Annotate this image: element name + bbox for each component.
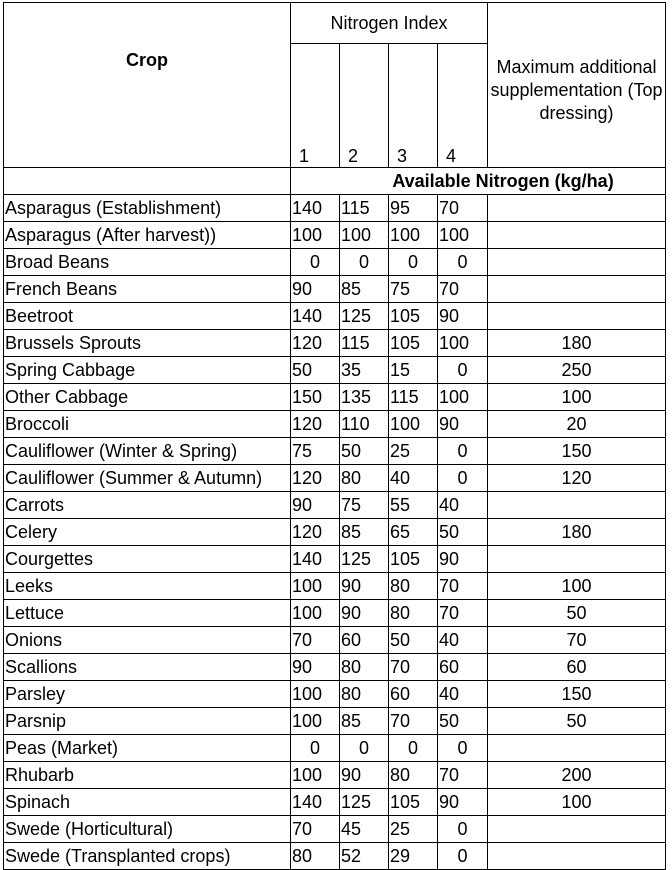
index-2-cell: 125: [340, 789, 389, 816]
index-3-cell: 105: [389, 789, 438, 816]
index-4-cell: 100: [438, 222, 488, 249]
table-row: [4, 600, 666, 627]
table-row: [4, 519, 666, 546]
index-1-cell: 140: [291, 546, 340, 573]
index-2-cell: 115: [340, 195, 389, 222]
index-4-cell: 0: [438, 465, 488, 492]
max-supplementation-cell: [488, 843, 666, 870]
max-supplementation-cell: 180: [488, 519, 666, 546]
table-row: [4, 465, 666, 492]
units-row-blank: [4, 168, 291, 195]
index-3-cell: 60: [389, 681, 438, 708]
nitrogen-table: [3, 2, 666, 870]
index-2-cell: 100: [340, 222, 389, 249]
index-1-cell: 120: [291, 411, 340, 438]
index-4-cell: 0: [438, 816, 488, 843]
table-row: [4, 357, 666, 384]
index-3-cell: 29: [389, 843, 438, 870]
max-supplementation-cell: [488, 735, 666, 762]
crop-cell: Spinach: [4, 789, 291, 816]
crop-cell: Lettuce: [4, 600, 291, 627]
crop-cell: Parsnip: [4, 708, 291, 735]
max-supplementation-cell: [488, 195, 666, 222]
max-supplementation-cell: [488, 249, 666, 276]
index-1-cell: 120: [291, 519, 340, 546]
available-nitrogen-header: Available Nitrogen (kg/ha): [291, 168, 666, 195]
index-4-cell: 90: [438, 303, 488, 330]
table-row: [4, 492, 666, 519]
crop-cell: Cauliflower (Summer & Autumn): [4, 465, 291, 492]
index-1-cell: 120: [291, 330, 340, 357]
crop-cell: Scallions: [4, 654, 291, 681]
index-1-cell: 0: [291, 735, 340, 762]
crop-cell: Onions: [4, 627, 291, 654]
index-1-cell: 80: [291, 843, 340, 870]
index-1-cell: 140: [291, 195, 340, 222]
index-2-cell: 115: [340, 330, 389, 357]
index-3-cell: 75: [389, 276, 438, 303]
max-supplementation-cell: [488, 546, 666, 573]
table-row: [4, 411, 666, 438]
crop-cell: Peas (Market): [4, 735, 291, 762]
index-4-cell: 40: [438, 681, 488, 708]
max-supplementation-cell: [488, 222, 666, 249]
table-row: [4, 843, 666, 870]
index-4-cell: 0: [438, 357, 488, 384]
index-2-cell: 85: [340, 519, 389, 546]
crop-cell: Swede (Horticultural): [4, 816, 291, 843]
max-supplementation-cell: [488, 816, 666, 843]
index-4-cell: 90: [438, 546, 488, 573]
index-1-cell: 100: [291, 708, 340, 735]
index-3-cell: 25: [389, 438, 438, 465]
table-row: [4, 762, 666, 789]
index-2-cell: 85: [340, 276, 389, 303]
index-1-cell: 120: [291, 465, 340, 492]
index-1-cell: 70: [291, 816, 340, 843]
index-1-cell: 75: [291, 438, 340, 465]
index-1-cell: 90: [291, 276, 340, 303]
crop-cell: Beetroot: [4, 303, 291, 330]
table-row: [4, 546, 666, 573]
table-row: [4, 627, 666, 654]
index-2-cell: 125: [340, 546, 389, 573]
index-4-cell: 0: [438, 735, 488, 762]
index-3-cell: 100: [389, 222, 438, 249]
index-4-cell: 70: [438, 573, 488, 600]
index-2-cell: 50: [340, 438, 389, 465]
index-1-cell: 100: [291, 573, 340, 600]
max-supplementation-cell: 20: [488, 411, 666, 438]
index-2-cell: 110: [340, 411, 389, 438]
index-1-cell: 140: [291, 303, 340, 330]
crop-cell: Parsley: [4, 681, 291, 708]
max-supplementation-cell: 60: [488, 654, 666, 681]
table-row: [4, 654, 666, 681]
crop-cell: Spring Cabbage: [4, 357, 291, 384]
index-2-cell: 60: [340, 627, 389, 654]
index-4-cell: 60: [438, 654, 488, 681]
crop-cell: Swede (Transplanted crops): [4, 843, 291, 870]
max-supplementation-cell: 100: [488, 789, 666, 816]
index-2-cell: 75: [340, 492, 389, 519]
table-row: [4, 708, 666, 735]
table-row: [4, 438, 666, 465]
index-2-header: 2: [340, 44, 389, 168]
table-row: [4, 816, 666, 843]
index-4-cell: 90: [438, 411, 488, 438]
crop-cell: Leeks: [4, 573, 291, 600]
crop-cell: Other Cabbage: [4, 384, 291, 411]
table-row: [4, 330, 666, 357]
index-2-cell: 0: [340, 249, 389, 276]
index-2-cell: 125: [340, 303, 389, 330]
index-3-cell: 105: [389, 330, 438, 357]
max-supplementation-cell: 150: [488, 681, 666, 708]
index-3-cell: 70: [389, 654, 438, 681]
index-2-cell: 52: [340, 843, 389, 870]
max-supplementation-cell: 180: [488, 330, 666, 357]
index-2-cell: 135: [340, 384, 389, 411]
index-1-cell: 100: [291, 681, 340, 708]
index-3-cell: 0: [389, 735, 438, 762]
index-2-cell: 80: [340, 465, 389, 492]
crop-cell: Broccoli: [4, 411, 291, 438]
index-1-cell: 100: [291, 600, 340, 627]
index-3-cell: 80: [389, 762, 438, 789]
crop-cell: Brussels Sprouts: [4, 330, 291, 357]
index-1-cell: 0: [291, 249, 340, 276]
index-3-cell: 70: [389, 708, 438, 735]
index-1-cell: 90: [291, 654, 340, 681]
index-1-cell: 90: [291, 492, 340, 519]
index-1-cell: 50: [291, 357, 340, 384]
table-row: [4, 195, 666, 222]
table-row: [4, 276, 666, 303]
max-supplementation-cell: [488, 492, 666, 519]
table-row: [4, 222, 666, 249]
max-supplementation-cell: 100: [488, 573, 666, 600]
crop-cell: Asparagus (Establishment): [4, 195, 291, 222]
index-1-cell: 70: [291, 627, 340, 654]
index-1-cell: 100: [291, 762, 340, 789]
max-supplementation-cell: 70: [488, 627, 666, 654]
crop-cell: Carrots: [4, 492, 291, 519]
index-1-cell: 100: [291, 222, 340, 249]
table-row: [4, 735, 666, 762]
index-2-cell: 35: [340, 357, 389, 384]
index-2-cell: 45: [340, 816, 389, 843]
table-row: [4, 681, 666, 708]
index-4-cell: 50: [438, 708, 488, 735]
index-4-cell: 0: [438, 249, 488, 276]
index-4-cell: 0: [438, 843, 488, 870]
index-3-cell: 65: [389, 519, 438, 546]
index-4-cell: 90: [438, 789, 488, 816]
index-2-cell: 90: [340, 762, 389, 789]
crop-cell: French Beans: [4, 276, 291, 303]
index-2-cell: 0: [340, 735, 389, 762]
index-4-cell: 70: [438, 600, 488, 627]
crop-cell: Cauliflower (Winter & Spring): [4, 438, 291, 465]
index-3-cell: 55: [389, 492, 438, 519]
crop-cell: Broad Beans: [4, 249, 291, 276]
index-1-header: 1: [291, 44, 340, 168]
crop-cell: Celery: [4, 519, 291, 546]
index-3-cell: 40: [389, 465, 438, 492]
max-supplementation-cell: [488, 303, 666, 330]
max-supplementation-cell: 120: [488, 465, 666, 492]
max-supplementation-cell: 100: [488, 384, 666, 411]
max-supplementation-cell: 250: [488, 357, 666, 384]
max-supplementation-header: Maximum additional supplementation (Top dressing): [488, 3, 666, 168]
index-1-cell: 140: [291, 789, 340, 816]
crop-cell: Courgettes: [4, 546, 291, 573]
table-body: [4, 195, 666, 870]
index-2-cell: 80: [340, 681, 389, 708]
index-2-cell: 90: [340, 573, 389, 600]
index-1-cell: 150: [291, 384, 340, 411]
max-supplementation-cell: 150: [488, 438, 666, 465]
index-2-cell: 80: [340, 654, 389, 681]
table-row: [4, 573, 666, 600]
index-4-header: 4: [438, 44, 488, 168]
index-4-cell: 70: [438, 276, 488, 303]
max-supplementation-cell: [488, 276, 666, 303]
max-supplementation-cell: 50: [488, 708, 666, 735]
index-4-cell: 40: [438, 627, 488, 654]
index-2-cell: 90: [340, 600, 389, 627]
index-3-cell: 50: [389, 627, 438, 654]
table-row: [4, 249, 666, 276]
index-4-cell: 100: [438, 330, 488, 357]
nitrogen-index-header: Nitrogen Index: [291, 3, 488, 44]
index-4-cell: 40: [438, 492, 488, 519]
index-3-cell: 105: [389, 303, 438, 330]
crop-column-header: Crop: [4, 3, 291, 168]
table-row: [4, 789, 666, 816]
max-supplementation-cell: 50: [488, 600, 666, 627]
index-3-cell: 100: [389, 411, 438, 438]
table-row: [4, 384, 666, 411]
index-3-cell: 95: [389, 195, 438, 222]
index-4-cell: 0: [438, 438, 488, 465]
index-4-cell: 100: [438, 384, 488, 411]
crop-cell: Asparagus (After harvest)): [4, 222, 291, 249]
index-4-cell: 70: [438, 762, 488, 789]
index-3-cell: 105: [389, 546, 438, 573]
crop-cell: Rhubarb: [4, 762, 291, 789]
index-3-cell: 0: [389, 249, 438, 276]
index-3-cell: 115: [389, 384, 438, 411]
index-3-header: 3: [389, 44, 438, 168]
index-3-cell: 15: [389, 357, 438, 384]
index-3-cell: 80: [389, 600, 438, 627]
max-supplementation-cell: 200: [488, 762, 666, 789]
table-row: [4, 303, 666, 330]
index-3-cell: 80: [389, 573, 438, 600]
index-2-cell: 85: [340, 708, 389, 735]
index-4-cell: 70: [438, 195, 488, 222]
index-4-cell: 50: [438, 519, 488, 546]
index-3-cell: 25: [389, 816, 438, 843]
